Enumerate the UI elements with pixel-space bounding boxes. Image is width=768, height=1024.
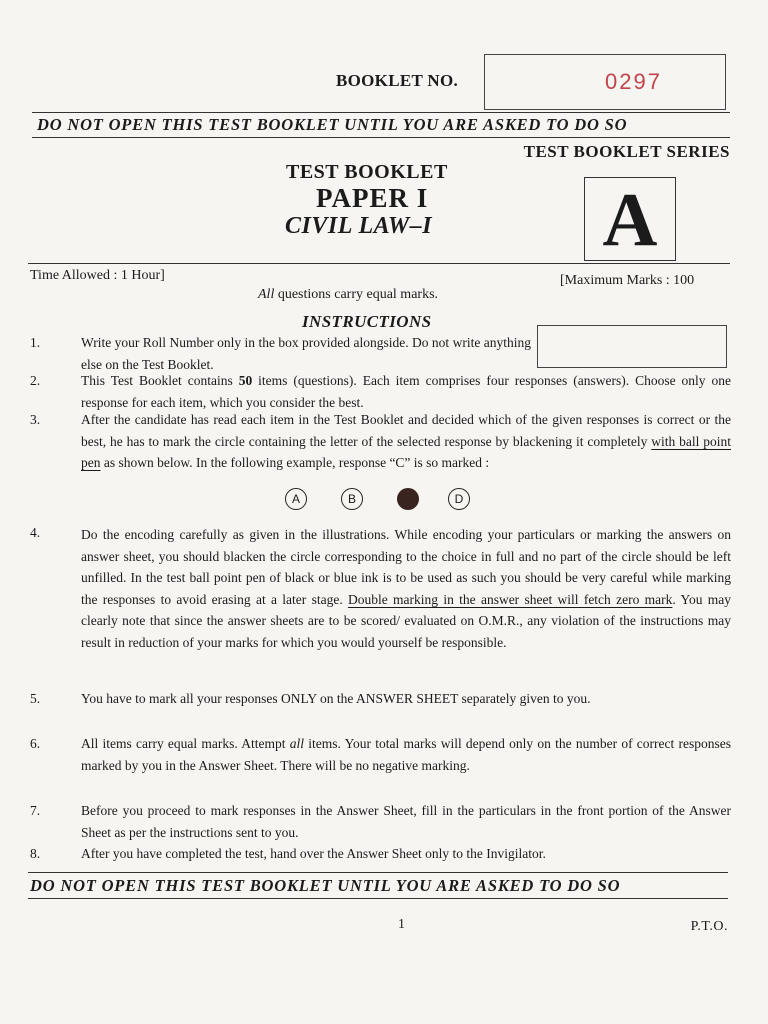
series-label: TEST BOOKLET SERIES [523, 142, 730, 161]
instruction-text-3 [81, 409, 731, 474]
instruction-3-underlined: with ball point pen [81, 433, 732, 470]
option-circle-c-marked [397, 488, 419, 510]
instruction-number-7: 7. [30, 803, 41, 818]
instruction-number-8: 8. [30, 846, 41, 861]
page-number: 1 [398, 917, 405, 932]
top-rule-upper [32, 112, 730, 113]
instruction-text-2 [81, 370, 731, 413]
title-test-booklet: TEST BOOKLET [286, 161, 448, 183]
option-circle-a: A [285, 488, 307, 510]
pto-label: P.T.O. [690, 919, 728, 934]
instruction-number-6: 6. [30, 736, 41, 751]
instruction-number-3: 3. [30, 412, 41, 427]
instruction-6-part-a: All items carry equal marks. Attempt [81, 736, 290, 751]
example-response-circles [285, 488, 475, 512]
equal-marks-note [258, 287, 438, 303]
instruction-number-2: 2. [30, 373, 41, 388]
instruction-text-1: Write your Roll Number only in the box provided alongside. Do not write anything else on the Test Booklet. [81, 335, 531, 372]
booklet-no-box [484, 54, 726, 110]
title-paper: PAPER I [316, 183, 429, 213]
instruction-2-part-a: This Test Booklet contains [81, 373, 239, 388]
warning-banner-bottom: DO NOT OPEN THIS TEST BOOKLET UNTIL YOU ARE ASKED TO DO SO [30, 876, 621, 895]
instruction-3-part-c: as shown below. In the following example, response “C” is so marked : [100, 455, 490, 470]
instruction-3-part-a: After the candidate has read each item in the Test Booklet and decided which of the given responses is correct or the best, he has to mark the circle containing the letter of the selected response by blackening it completely [81, 412, 731, 449]
instruction-number-4: 4. [30, 525, 41, 540]
instruction-2-count: 50 [238, 373, 253, 388]
instruction-number-1: 1. [30, 335, 41, 350]
max-marks: [Maximum Marks : 100 [560, 273, 695, 288]
booklet-no-value: 0297 [605, 69, 662, 94]
instruction-4-part-c: . You may clearly note that since the answer sheets are to be scored/ evaluated on O.M.R., any violation of the instructions may result in reduction of your marks for which you would yourself be responsible. [81, 591, 731, 650]
roll-number-box [537, 325, 727, 368]
instruction-6-part-c: items. Your total marks will depend only on the number of correct responses marked by you in the Answer Sheet. There will be no negative marking. [81, 736, 731, 773]
instruction-text-8: After you have completed the test, hand over the Answer Sheet only to the Invigilator. [81, 846, 546, 861]
instruction-4-part-a: Do the encoding carefully as given in the illustrations. While encoding your particulars or marking the answers on answer sheet, you should blacken the circle corresponding to the choice in full and no part of the circle should be left unfilled. In the test ball point pen of black or blue ink is to be used as such you should be very careful while marking the responses to avoid erasing at a later stage. [81, 527, 731, 607]
bottom-rule-upper [28, 872, 728, 873]
series-letter-box: A [584, 177, 676, 261]
top-rule-lower [32, 137, 730, 138]
instruction-4-underlined: Double marking in the answer sheet will fetch zero mark [348, 591, 673, 607]
instruction-text-7: Before you proceed to mark responses in the Answer Sheet, fill in the particulars in the front portion of the Answer Sheet as per the instructions sent to you. [81, 803, 731, 840]
equal-marks-prefix: All [258, 287, 275, 302]
instruction-2-part-c: items (questions). Each item comprises four responses (answers). Choose only one response for each item, which you consider the best. [81, 373, 732, 410]
booklet-no-label: BOOKLET NO. [336, 71, 459, 90]
instruction-text-6 [81, 733, 731, 776]
instructions-heading: INSTRUCTIONS [302, 312, 432, 331]
title-subject: CIVIL LAW–I [285, 213, 433, 239]
option-circle-d: D [448, 488, 470, 510]
warning-banner-top: DO NOT OPEN THIS TEST BOOKLET UNTIL YOU ARE ASKED TO DO SO [37, 115, 628, 134]
bottom-rule-lower [28, 898, 728, 899]
instruction-number-5: 5. [30, 691, 41, 706]
instruction-text-4 [81, 524, 731, 653]
meta-rule [28, 263, 730, 264]
instruction-text-5: You have to mark all your responses ONLY on the ANSWER SHEET separately given to you. [81, 691, 591, 706]
instruction-6-italic: all [289, 736, 305, 751]
time-allowed: Time Allowed : 1 Hour] [30, 268, 165, 283]
equal-marks-rest: questions carry equal marks. [274, 287, 439, 302]
option-circle-b: B [341, 488, 363, 510]
